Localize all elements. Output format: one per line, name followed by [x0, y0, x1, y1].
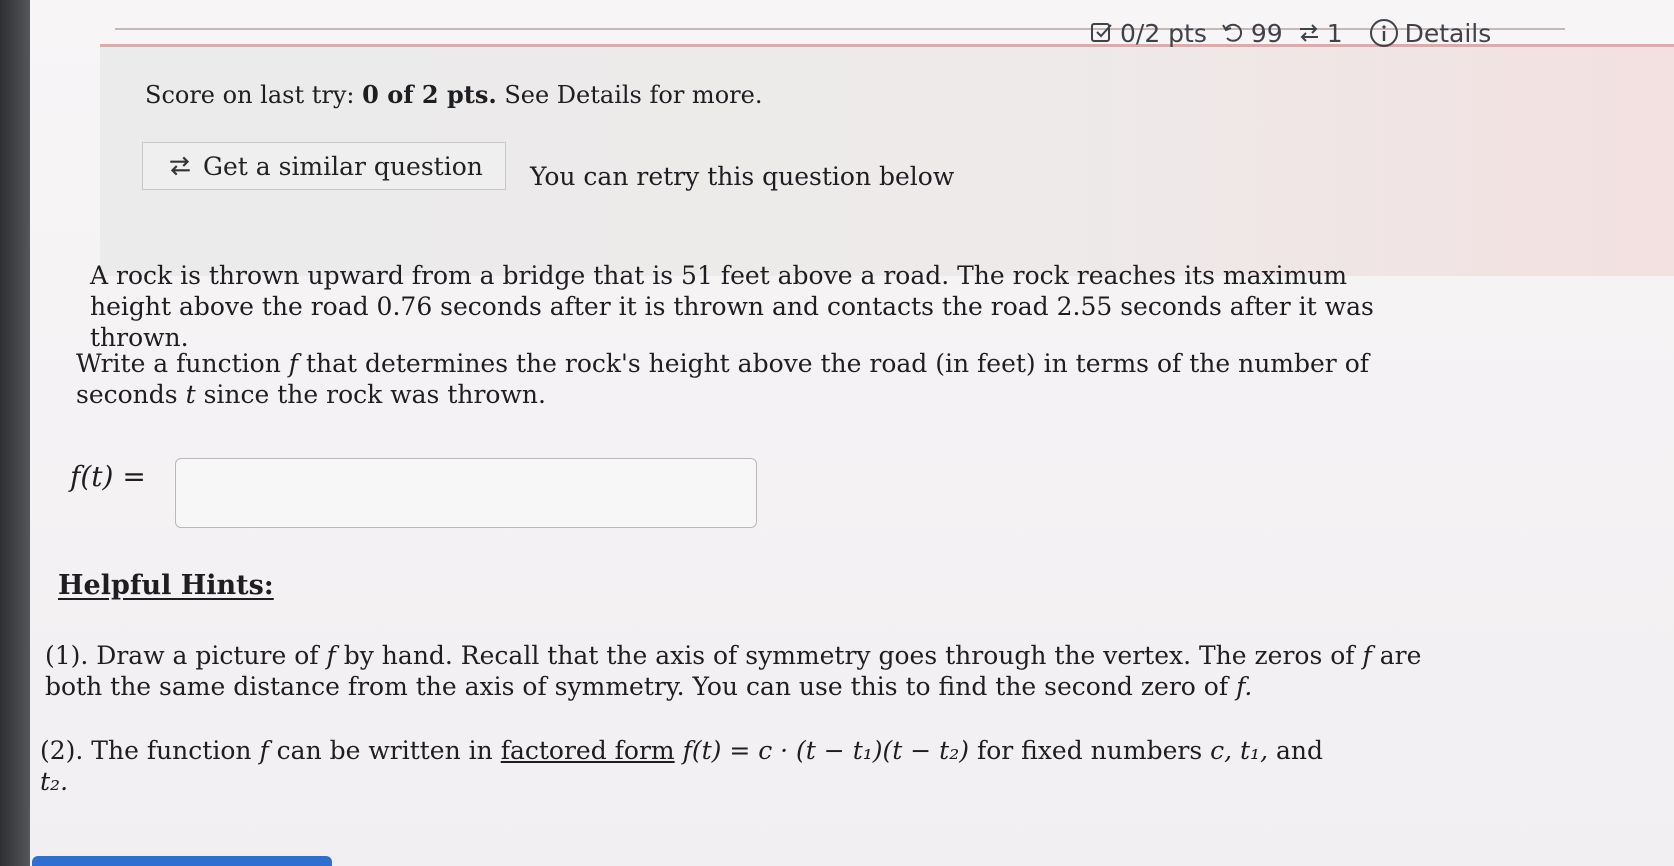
question-instruction [76, 348, 1396, 410]
retry-message: You can retry this question below [530, 162, 955, 191]
math-f: f [288, 349, 299, 378]
hint-text: and [1275, 736, 1323, 765]
hint-text: can be written in [276, 736, 493, 765]
instruction-part: Write a function [76, 349, 281, 378]
math-f: f [259, 736, 269, 765]
question-text: A rock is thrown upward from a bridge that is 51 feet above a road. The rock reaches its maximum height above the road 0.76 seconds after it is thrown and contacts the road 2.55 seconds after it was thrown. [90, 261, 1374, 352]
answer-label: f(t) = [70, 460, 146, 493]
hint-text: (1). Draw a picture of [45, 641, 319, 670]
details-label: Details [1404, 18, 1492, 48]
factored-formula: f(t) = c · (t − t₁)(t − t₂) [682, 736, 969, 765]
hint-text: by hand. Recall that the axis of symmetry goes through the vertex. The zeros of [343, 641, 1355, 670]
instruction-part: that determines the rock's height above the road (in feet) in terms of the number of seconds [76, 349, 1369, 409]
info-icon [1369, 18, 1399, 48]
points-text: 0/2 pts [1120, 18, 1207, 48]
screen-bezel [0, 0, 30, 866]
score-value: 0 of 2 pts. [362, 80, 497, 109]
retries-count: 99 [1250, 18, 1283, 48]
score-prefix: Score on last try: [145, 81, 355, 109]
math-f: f [326, 641, 336, 670]
hint-1 [45, 640, 1445, 702]
swap-icon [167, 153, 193, 179]
math-f: f [1362, 641, 1372, 670]
swap-icon [1297, 21, 1321, 45]
similar-question-label: Get a similar question [203, 151, 483, 181]
answer-input[interactable] [175, 458, 757, 528]
hint-2 [40, 735, 1440, 797]
points-indicator[interactable] [1090, 19, 1207, 48]
math-t2: t₂. [40, 767, 69, 796]
hint-text: for fixed numbers [976, 736, 1203, 765]
similar-question-button[interactable] [142, 142, 506, 190]
factored-form-link[interactable]: factored form [500, 736, 675, 765]
hint-text: (2). The function [40, 736, 252, 765]
retries-indicator[interactable] [1221, 19, 1283, 48]
checkbox-icon [1090, 21, 1114, 45]
undo-icon [1221, 21, 1245, 45]
math-t: t [185, 380, 196, 409]
details-button[interactable] [1369, 18, 1492, 48]
question-toolbar [1090, 18, 1491, 48]
hint-text: are both the same distance from the axis of symmetry. You can use this to find the second zero of [45, 641, 1422, 701]
similar-count-indicator[interactable] [1297, 19, 1343, 48]
score-suffix: See Details for more. [504, 81, 763, 109]
hints-title: Helpful Hints: [58, 570, 274, 601]
submit-button-partial[interactable] [32, 856, 332, 866]
math-f: f. [1236, 672, 1253, 701]
similar-count: 1 [1326, 18, 1343, 48]
score-summary [145, 80, 762, 109]
instruction-part: since the rock was thrown. [203, 380, 546, 409]
math-vars: c, t₁, [1210, 736, 1269, 765]
